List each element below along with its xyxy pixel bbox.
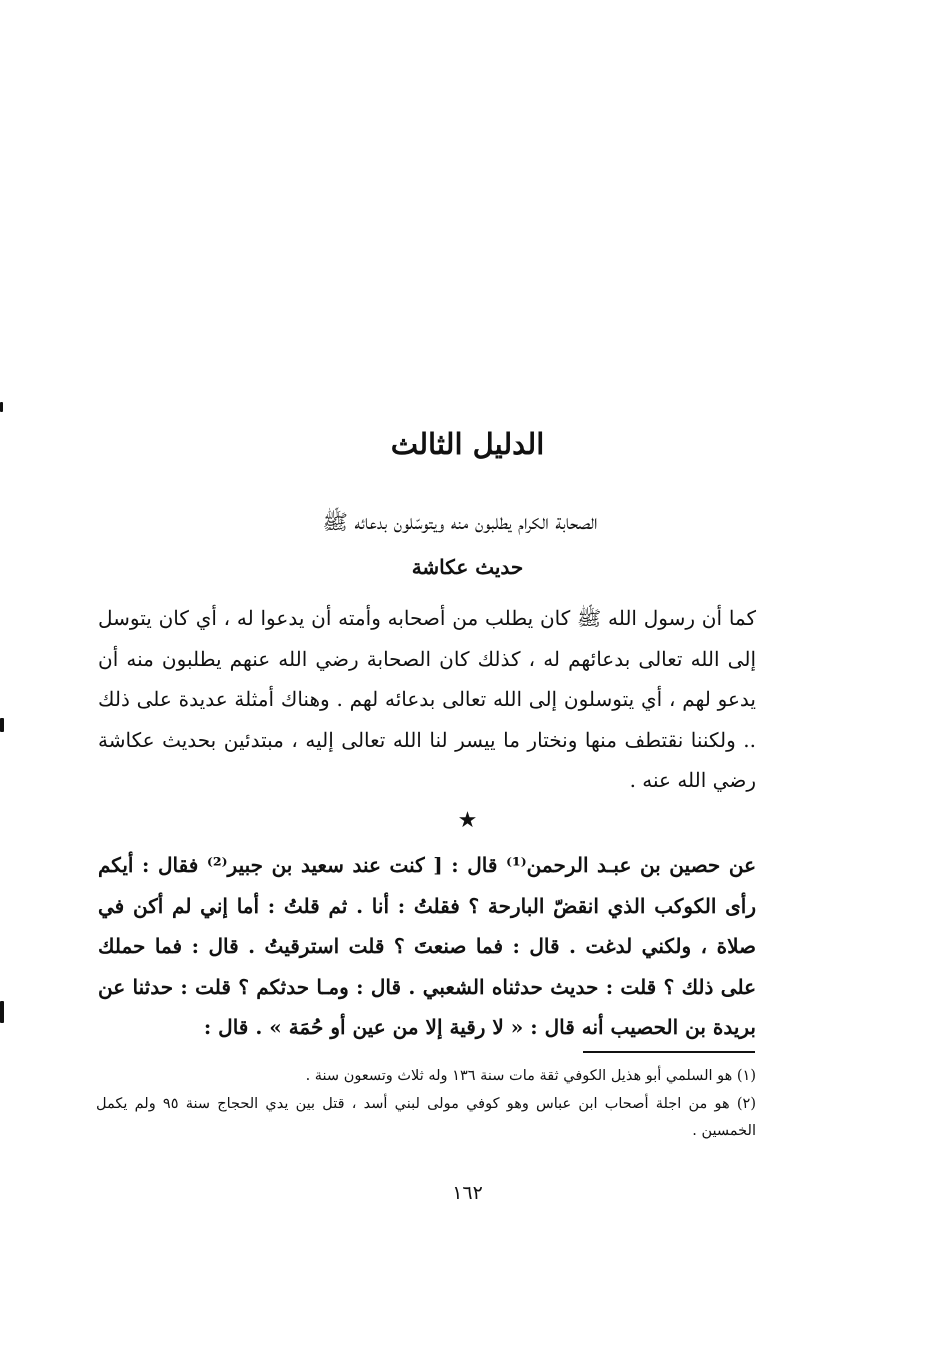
scan-margin-mark	[0, 1001, 4, 1023]
footnote-2: (٢) هو من اجلة أصحاب ابن عباس وهو كوفي مولى لبني أسد ، قتل بين يدي الحجاج سنة ٩٥ ولم يكمل الخمسين .	[96, 1096, 756, 1139]
section-subtitle: الصحابة الكرام يطلبون منه ويتوسّلون بدعائه ﷺ	[322, 510, 598, 534]
footnote-1: (١) هو السلمي أبو هذيل الكوفي ثقة مات سنة ١٣٦ وله ثلاث وتسعون سنة .	[305, 1068, 756, 1084]
scan-margin-mark	[0, 718, 4, 732]
hadith-heading: حديث عكاشة	[411, 555, 524, 579]
page-number: ١٦٢	[452, 1182, 483, 1204]
hadith-narration-paragraph: عن حصين بن عبـد الرحمن⁽¹⁾ قال : [ كنت عند سعيد بن جبير⁽²⁾ فقال : أيكم رأى الكوكب الذي انقضّ البارحة ؟ فقلتُ : أنا . ثم قلتُ : أما إني لم أكن في صلاة ، ولكني لدغت . قال : فما صنعتَ ؟ قلت استرقيتُ . قال : فما حملك على ذلك ؟ قلت : حديث حدثناه الشعبي . قال : ومـا حدثكم ؟ قلت : حدثنا عن بريدة بن الحصيب أنه قال : « لا رقية إلا من عين أو حُمَة » . قال :	[98, 853, 757, 1039]
star-separator: ★	[457, 808, 478, 833]
chapter-title: الدليل الثالث	[390, 427, 545, 461]
footnote-divider	[583, 1051, 755, 1053]
scan-margin-mark	[0, 402, 3, 412]
body-paragraph: كما أن رسول الله ﷺ كان يطلب من أصحابه وأمته أن يدعوا له ، أي كان يتوسل إلى الله تعالى بدعائهم له ، كذلك كان الصحابة رضي الله عنهم يطلبون منه أن يدعو لهم ، أي يتوسلون إلى الله تعالى بدعائه لهم . وهناك أمثلة عديدة على ذلك .. ولكننا نقتطف منها ونختار ما ييسر لنا الله تعالى إليه ، مبتدئين بحديث عكاشة رضي الله عنه .	[98, 606, 756, 792]
